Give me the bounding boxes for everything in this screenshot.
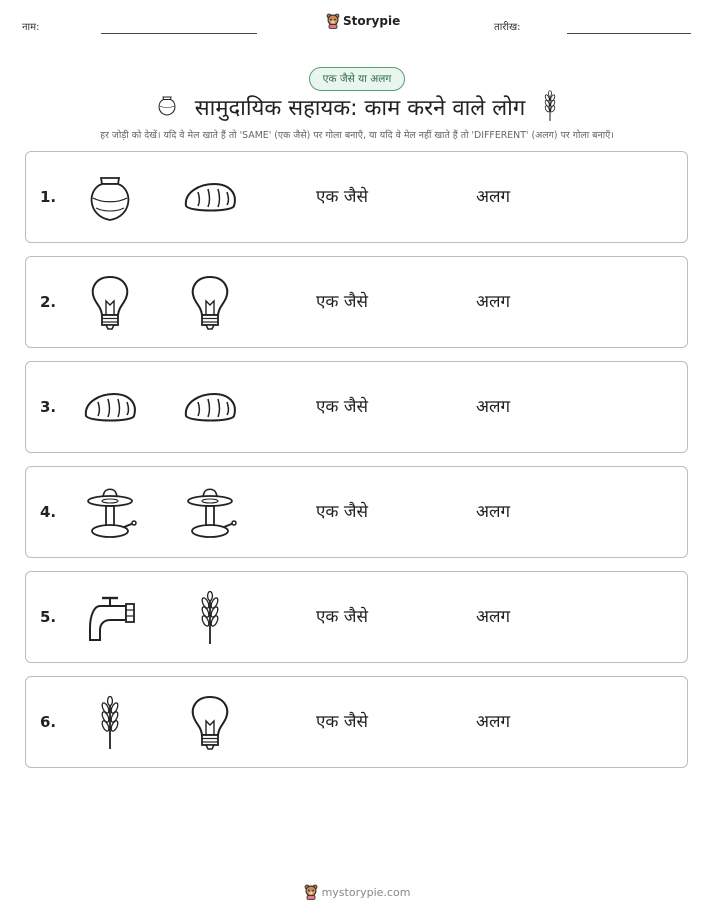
question-row-1 <box>25 151 688 243</box>
bear-mascot-icon <box>304 884 318 900</box>
wheat-icon <box>539 88 561 126</box>
different-option[interactable]: अलग <box>476 292 511 312</box>
bread-loaf-icon <box>182 170 238 226</box>
same-option[interactable]: एक जैसे <box>316 292 368 312</box>
worksheet-type-badge: एक जैसे या अलग <box>309 67 405 91</box>
wheat-icon <box>182 590 238 646</box>
same-option[interactable]: एक जैसे <box>316 187 368 207</box>
same-option[interactable]: एक जैसे <box>316 712 368 732</box>
clay-pot-icon <box>153 91 181 123</box>
different-option[interactable]: अलग <box>476 502 511 522</box>
date-label: तारीख: <box>494 22 521 33</box>
same-option[interactable]: एक जैसे <box>316 502 368 522</box>
water-tap-icon <box>82 590 138 646</box>
question-number: 1. <box>40 188 57 206</box>
footer <box>0 884 714 900</box>
date-line[interactable] <box>567 33 691 34</box>
potters-wheel-icon <box>82 485 138 541</box>
question-number: 3. <box>40 398 57 416</box>
wheat-icon <box>82 695 138 751</box>
bear-mascot-icon <box>326 13 340 29</box>
question-row-6 <box>25 676 688 768</box>
light-bulb-icon <box>82 275 138 331</box>
potters-wheel-icon <box>182 485 238 541</box>
light-bulb-icon <box>182 275 238 331</box>
question-row-2 <box>25 256 688 348</box>
question-row-5 <box>25 571 688 663</box>
same-option[interactable]: एक जैसे <box>316 397 368 417</box>
clay-pot-icon <box>82 170 138 226</box>
different-option[interactable]: अलग <box>476 187 511 207</box>
question-number: 5. <box>40 608 57 626</box>
light-bulb-icon <box>182 695 238 751</box>
title-row <box>0 90 714 124</box>
storypie-logo <box>326 13 400 29</box>
footer-url[interactable]: mystorypie.com <box>321 885 411 899</box>
brand-name: Storypie <box>343 14 401 28</box>
instructions: हर जोड़ी को देखें। यदि वे मेल खाते हैं तो 'SAME' (एक जैसे) पर गोला बनाएँ, या यदि वे मेल नहीं खाते हैं तो 'DIFFERENT' (अलग) पर गोला बनाएँ। <box>100 130 614 141</box>
question-number: 2. <box>40 293 57 311</box>
question-number: 4. <box>40 503 57 521</box>
question-row-3 <box>25 361 688 453</box>
bread-loaf-icon <box>182 380 238 436</box>
name-line[interactable] <box>101 33 257 34</box>
page-title: सामुदायिक सहायक: काम करने वाले लोग <box>194 96 526 121</box>
question-number: 6. <box>40 713 57 731</box>
same-option[interactable]: एक जैसे <box>316 607 368 627</box>
name-label: नाम: <box>22 22 40 33</box>
different-option[interactable]: अलग <box>476 712 511 732</box>
different-option[interactable]: अलग <box>476 397 511 417</box>
bread-loaf-icon <box>82 380 138 436</box>
question-row-4 <box>25 466 688 558</box>
different-option[interactable]: अलग <box>476 607 511 627</box>
